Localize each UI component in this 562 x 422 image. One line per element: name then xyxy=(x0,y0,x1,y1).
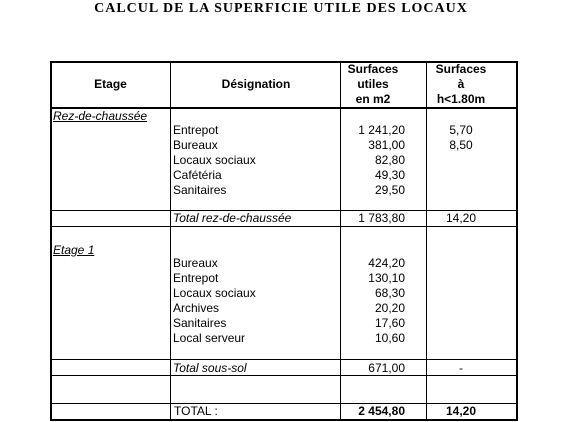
header-surfaces-utiles-line: utiles xyxy=(357,77,389,91)
table-cell-surface: 82,80 xyxy=(374,153,405,167)
table-cell-surface: 10,60 xyxy=(374,331,405,345)
table-cell-designation: Bureaux xyxy=(173,138,218,152)
header-surfaces-h-line: à xyxy=(457,77,465,91)
table-cell-surface: 130,10 xyxy=(368,271,405,285)
header-surfaces-h xyxy=(428,62,494,107)
rdc-total-surface-h: 14,20 xyxy=(445,211,477,225)
section-label-etage-1: Etage 1 xyxy=(53,243,95,257)
rdc-total-surface: 1 783,80 xyxy=(358,211,405,225)
header-surfaces-utiles-line: en m2 xyxy=(355,92,391,106)
etage1-total-label: Total sous-sol xyxy=(173,361,247,375)
table-cell-designation: Sanitaires xyxy=(173,316,227,330)
table-cell-surface: 29,50 xyxy=(374,183,405,197)
table-cell-surface-h: 8,50 xyxy=(449,138,473,152)
header-surfaces-h-line: Surfaces xyxy=(435,62,487,76)
etage1-total-surface-h: - xyxy=(459,361,463,375)
rdc-surface-list xyxy=(341,123,405,198)
table-cell-designation: Sanitaires xyxy=(173,183,227,197)
header-surfaces-h-line: h<1.80m xyxy=(436,92,486,106)
table-cell-surface-h xyxy=(428,153,494,168)
table-border-right xyxy=(516,61,518,421)
etage1-total-top-line xyxy=(50,359,518,360)
table-cell-surface: 381,00 xyxy=(368,138,405,152)
table-cell-surface: 68,30 xyxy=(374,286,405,300)
etage1-designation-list xyxy=(173,256,338,346)
table-cell-surface: 1 241,20 xyxy=(358,123,405,137)
table-cell-designation: Entrepot xyxy=(173,271,219,285)
table-cell-surface-h xyxy=(428,168,494,183)
grand-total-label: TOTAL : xyxy=(174,404,218,418)
table-border-bottom xyxy=(50,419,518,421)
table-border-left xyxy=(50,61,52,421)
section-label-rdc: Rez-de-chaussée xyxy=(53,109,148,123)
table-cell-designation: Local serveur xyxy=(173,331,246,345)
header-surfaces-utiles xyxy=(341,62,405,107)
rdc-designation-list xyxy=(173,123,338,198)
etage1-surface-list xyxy=(341,256,405,346)
table-cell-designation: Archives xyxy=(173,301,220,315)
header-surfaces-utiles-line: Surfaces xyxy=(347,62,399,76)
etage1-total-surface: 671,00 xyxy=(368,361,405,375)
etage1-total-bottom-line xyxy=(50,375,518,376)
col-divider-3 xyxy=(426,61,427,421)
table-cell-designation: Entrepot xyxy=(173,123,219,137)
table-cell-surface: 49,30 xyxy=(374,168,405,182)
table-cell-surface-h: 5,70 xyxy=(449,123,473,137)
rdc-surface-h-list xyxy=(428,123,494,198)
table-cell-surface: 17,60 xyxy=(374,316,405,330)
grand-total-surface: 2 454,80 xyxy=(358,404,405,418)
grand-total-surface-h: 14,20 xyxy=(445,404,477,418)
table-cell-designation: Locaux sociaux xyxy=(173,286,256,300)
header-designation: Désignation xyxy=(221,77,291,91)
table-cell-surface: 20,20 xyxy=(374,301,405,315)
table-cell-designation: Cafétéria xyxy=(173,168,222,182)
document-title: CALCUL DE LA SUPERFICIE UTILE DES LOCAUX xyxy=(94,1,468,16)
table-cell-surface-h xyxy=(428,183,494,198)
table-cell-designation: Locaux sociaux xyxy=(173,153,256,167)
col-divider-1 xyxy=(170,61,171,421)
table-cell-surface: 424,20 xyxy=(368,256,405,270)
rdc-total-bottom-line xyxy=(50,226,518,227)
header-etage: Etage xyxy=(94,77,127,91)
rdc-total-label: Total rez-de-chaussée xyxy=(173,211,292,225)
table-cell-designation: Bureaux xyxy=(173,256,218,270)
